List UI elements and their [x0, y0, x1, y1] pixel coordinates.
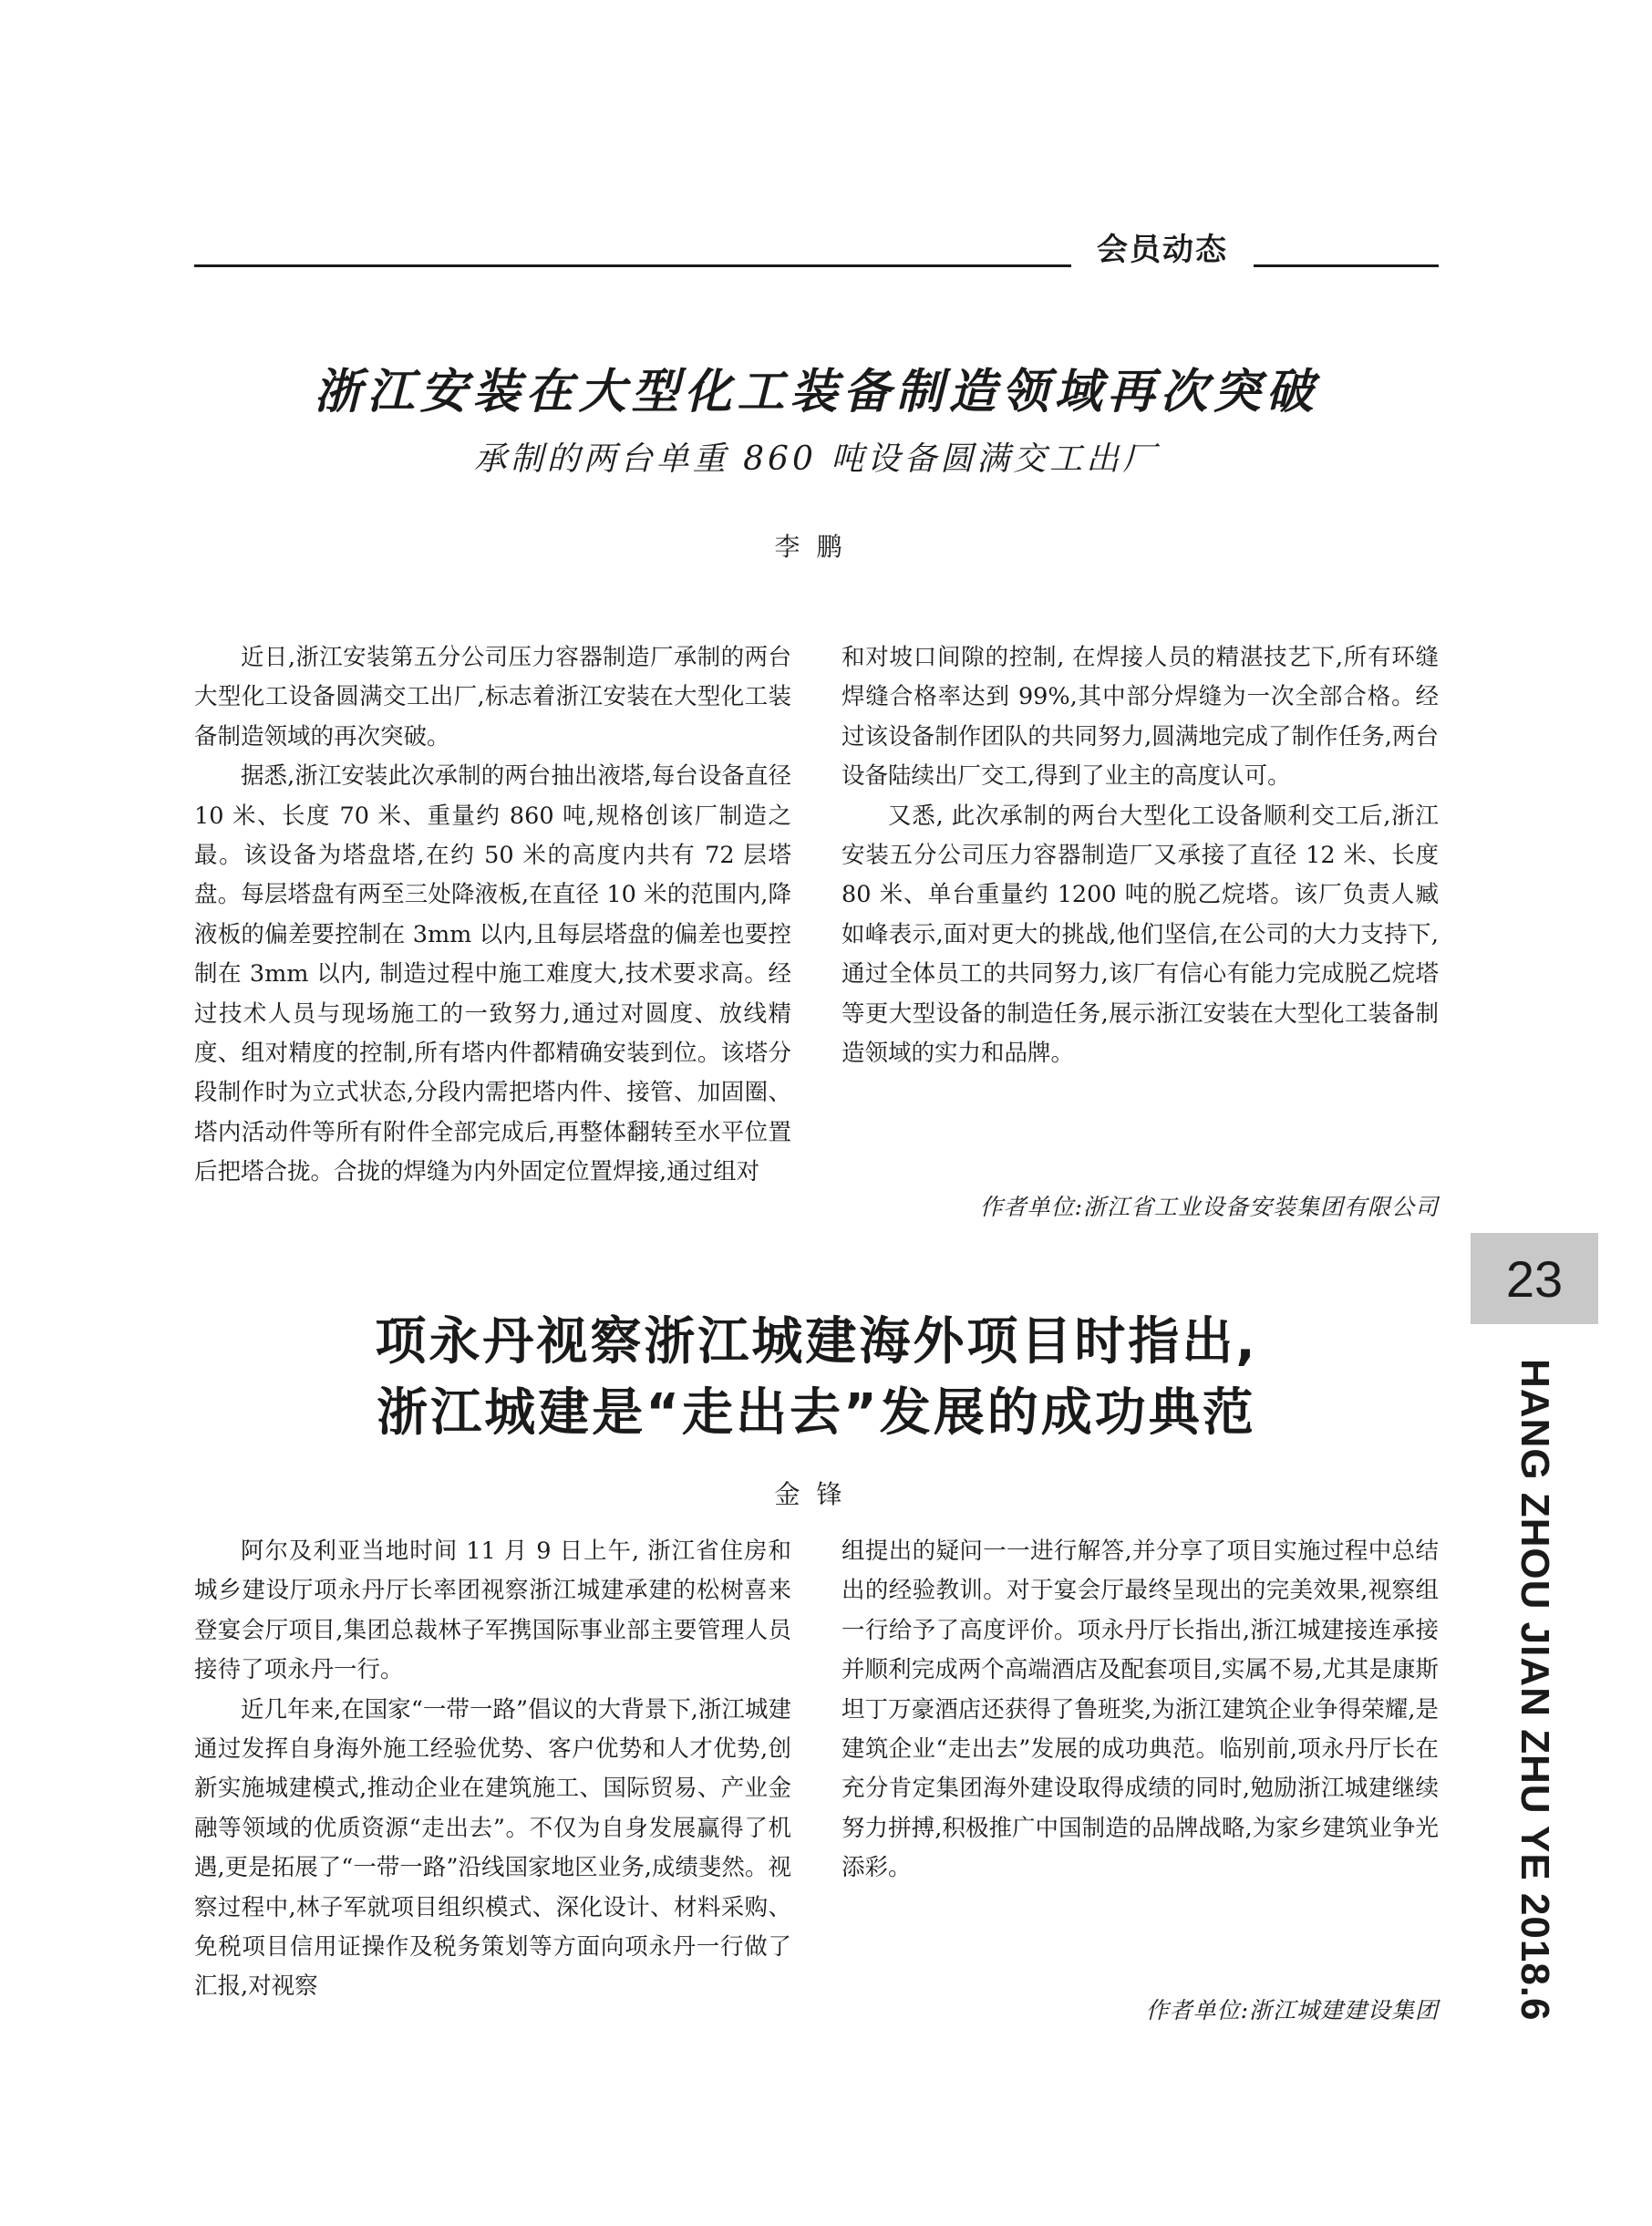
header-rule-left	[194, 264, 1071, 267]
article1-right-column	[841, 638, 1439, 1073]
running-title: HANG ZHOU JIAN ZHU YE 2018.6	[1513, 1359, 1557, 2022]
header-rule-right	[1254, 264, 1439, 267]
article2-paragraph-continued: 组提出的疑问一一进行解答,并分享了项目实施过程中总结出的经验教训。对于宴会厅最终呈现出的完美效果,视察组一行给予了高度评价。项永丹厅长指出,浙江城建接连承接并顺利完成两个高端酒店及配套项目,实属不易,尤其是康斯坦丁万豪酒店还获得了鲁班奖,为浙江建筑企业争得荣耀,是建筑企业“走出去”发展的成功典范。临别前,项永丹厅长在充分肯定集团海外建设取得成绩的同时,勉励浙江城建继续努力拼搏,积极推广中国制造的品牌战略,为家乡建筑业争光添彩。	[841, 1537, 1439, 1882]
article2-right-column	[841, 1532, 1439, 1889]
article2-paragraph: 阿尔及利亚当地时间 11 月 9 日上午, 浙江省住房和城乡建设厅项永丹厅长率团视察浙江城建承建的松树喜来登宴会厅项目,集团总裁林子军携国际事业部主要管理人员接待了项永丹一行。	[194, 1537, 791, 1684]
article2-title-line1: 项永丹视察浙江城建海外项目时指出,	[375, 1312, 1258, 1372]
article1-affiliation: 作者单位:浙江省工业设备安装集团有限公司	[979, 1194, 1439, 1220]
page-number-tab: 23	[1471, 1233, 1598, 1324]
article2-title-line2: 浙江城建是“走出去”发展的成功典范	[377, 1383, 1256, 1443]
article2-title	[194, 1307, 1439, 1449]
article1-title: 浙江安装在大型化工装备制造领域再次突破	[314, 365, 1319, 419]
article1-author: 李鹏	[774, 532, 859, 562]
article1-paragraph: 又悉, 此次承制的两台大型化工设备顺利交工后,浙江安装五分公司压力容器制造厂又承接了直径 12 米、长度 80 米、单台重量约 1200 吨的脱乙烷塔。该厂负责人臧如峰表示,面对更大的挑战,他们坚信,在公司的大力支持下,通过全体员工的共同努力,该厂有信心有能力完成脱乙烷塔等更大型设备的制造任务,展示浙江安装在大型化工装备制造领域的实力和品牌。	[841, 802, 1439, 1068]
article1-paragraph: 据悉,浙江安装此次承制的两台抽出液塔,每台设备直径 10 米、长度 70 米、重量约 860 吨,规格创该厂制造之最。该设备为塔盘塔,在约 50 米的高度内共有 72 层塔盘。每层塔盘有两至三处降液板,在直径 10 米的范围内,降液板的偏差要控制在 3mm 以内,且每层塔盘的偏差也要控制在 3mm 以内, 制造过程中施工难度大,技术要求高。经过技术人员与现场施工的一致努力,通过对圆度、放线精度、组对精度的控制,所有塔内件都精确安装到位。该塔分段制作时为立式状态,分段内需把塔内件、接管、加固圈、塔内活动件等所有附件全部完成后,再整体翻转至水平位置后把塔合拢。合拢的焊缝为内外固定位置焊接,通过组对	[194, 762, 791, 1186]
article2-paragraph: 近几年来,在国家“一带一路”倡议的大背景下,浙江城建通过发挥自身海外施工经验优势、客户优势和人才优势,创新实施城建模式,推动企业在建筑施工、国际贸易、产业金融等领域的优质资源“走出去”。不仅为自身发展赢得了机遇,更是拓展了“一带一路”沿线国家地区业务,成绩斐然。视察过程中,林子军就项目组织模式、深化设计、材料采购、免税项目信用证操作及税务策划等方面向项永丹一行做了汇报,对视察	[194, 1695, 791, 2001]
article1-paragraph: 近日,浙江安装第五分公司压力容器制造厂承制的两台大型化工设备圆满交工出厂,标志着浙江安装在大型化工装备制造领域的再次突破。	[194, 644, 791, 751]
article1-subtitle: 承制的两台单重 860 吨设备圆满交工出厂	[473, 440, 1160, 478]
article1-paragraph-continued: 和对坡口间隙的控制, 在焊接人员的精湛技艺下,所有环缝焊缝合格率达到 99%,其中部分焊缝为一次全部合格。经过该设备制作团队的共同努力,圆满地完成了制作任务,两台设备陆续出厂交工,得到了业主的高度认可。	[841, 644, 1439, 791]
article2-author: 金锋	[774, 1479, 859, 1509]
article1-left-column	[194, 638, 791, 1193]
article2-left-column	[194, 1532, 791, 2007]
section-label: 会员动态	[1097, 232, 1228, 268]
article2-affiliation: 作者单位:浙江城建建设集团	[1145, 1997, 1439, 2024]
